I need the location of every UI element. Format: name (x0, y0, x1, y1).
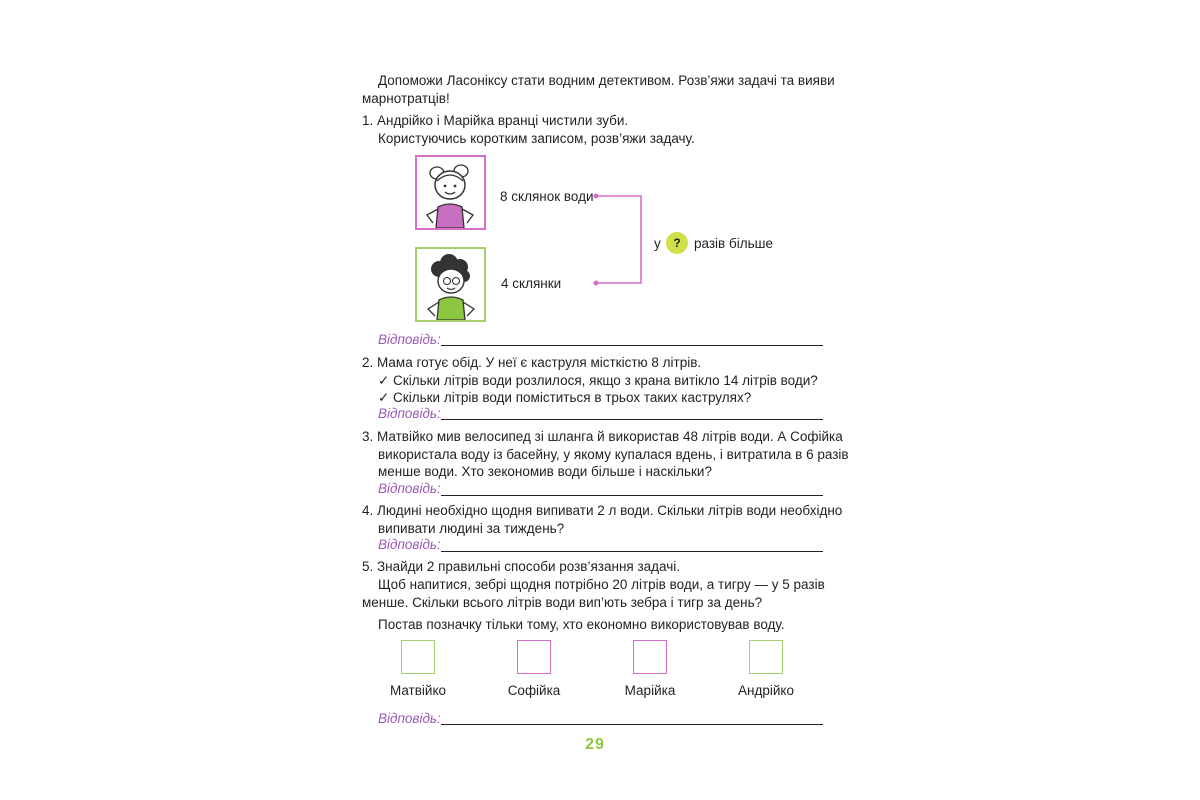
instruction: Постав позначку тільки тому, хто економно використовував воду. (378, 617, 785, 632)
checkbox-label-sofiyka: Софійка (507, 683, 561, 698)
task1-line-2: Користуючись коротким записом, розв’яжи задачу. (378, 131, 695, 146)
intro-line-2: марнотратців! (362, 91, 450, 106)
relation-suffix: разів більше (694, 236, 773, 251)
answer-label-5: Відповідь: (378, 711, 441, 726)
checkbox-matviyko[interactable] (401, 640, 435, 674)
task1-bottom-value: 4 склянки (501, 276, 562, 291)
answer-label-3: Відповідь: (378, 481, 441, 496)
task1-top-value: 8 склянок води (500, 189, 594, 204)
comparison-bracket (590, 190, 650, 290)
answer-label-2: Відповідь: (378, 406, 441, 421)
task3-line-1: 3. Матвійко мив велосипед зі шланга й використав 48 літрів води. А Софійка (362, 429, 843, 444)
checkbox-andriyko[interactable] (749, 640, 783, 674)
checkbox-sofiyka[interactable] (517, 640, 551, 674)
checkbox-label-andriyko: Андрійко (738, 683, 794, 698)
task5-line-2: Щоб напитися, зебрі щодня потрібно 20 літрів води, а тигру — у 5 разів (378, 577, 825, 592)
task5-line-1: 5. Знайди 2 правильні способи розв’язання задачі. (362, 559, 681, 574)
answer-line-3[interactable] (441, 495, 823, 496)
task4-line-2: випивати людині за тиждень? (378, 521, 565, 536)
task3-line-3: менше води. Хто зекономив води більше і наскільки? (378, 464, 712, 479)
task2-question-2: ✓ Скільки літрів води поміститься в трьох таких каструлях? (378, 390, 752, 405)
task3-line-2: використала воду із басейну, у якому купалася вдень, і витратила в 6 разів (378, 447, 849, 462)
answer-label-4: Відповідь: (378, 537, 441, 552)
answer-label-1: Відповідь: (378, 332, 441, 347)
answer-line-2[interactable] (441, 419, 823, 420)
task1-line-1: 1. Андрійко і Марійка вранці чистили зуби. (362, 113, 629, 128)
intro-line-1: Допоможи Ласоніксу стати водним детективом. Розв’яжи задачі та вияви (378, 73, 835, 88)
checkbox-label-mariyka: Марійка (624, 683, 676, 698)
page-number: 29 (585, 736, 605, 753)
relation-prefix: у (654, 236, 661, 251)
task4-line-1: 4. Людині необхідно щодня випивати 2 л води. Скільки літрів води необхідно (362, 503, 843, 518)
task2-question-1: ✓ Скільки літрів води розлилося, якщо з крана витікло 14 літрів води? (378, 373, 818, 388)
question-badge: ? (666, 232, 688, 254)
answer-line-4[interactable] (441, 551, 823, 552)
checkbox-label-matviyko: Матвійко (389, 683, 447, 698)
checkbox-mariyka[interactable] (633, 640, 667, 674)
boy-illustration (415, 247, 486, 322)
answer-line-1[interactable] (441, 345, 823, 346)
task5-line-3: менше. Скільки всього літрів води вип’ють зебра і тигр за день? (362, 595, 763, 610)
task2-line-1: 2. Мама готує обід. У неї є каструля місткістю 8 літрів. (362, 355, 702, 370)
girl-illustration (415, 155, 486, 230)
answer-line-5[interactable] (441, 724, 823, 725)
